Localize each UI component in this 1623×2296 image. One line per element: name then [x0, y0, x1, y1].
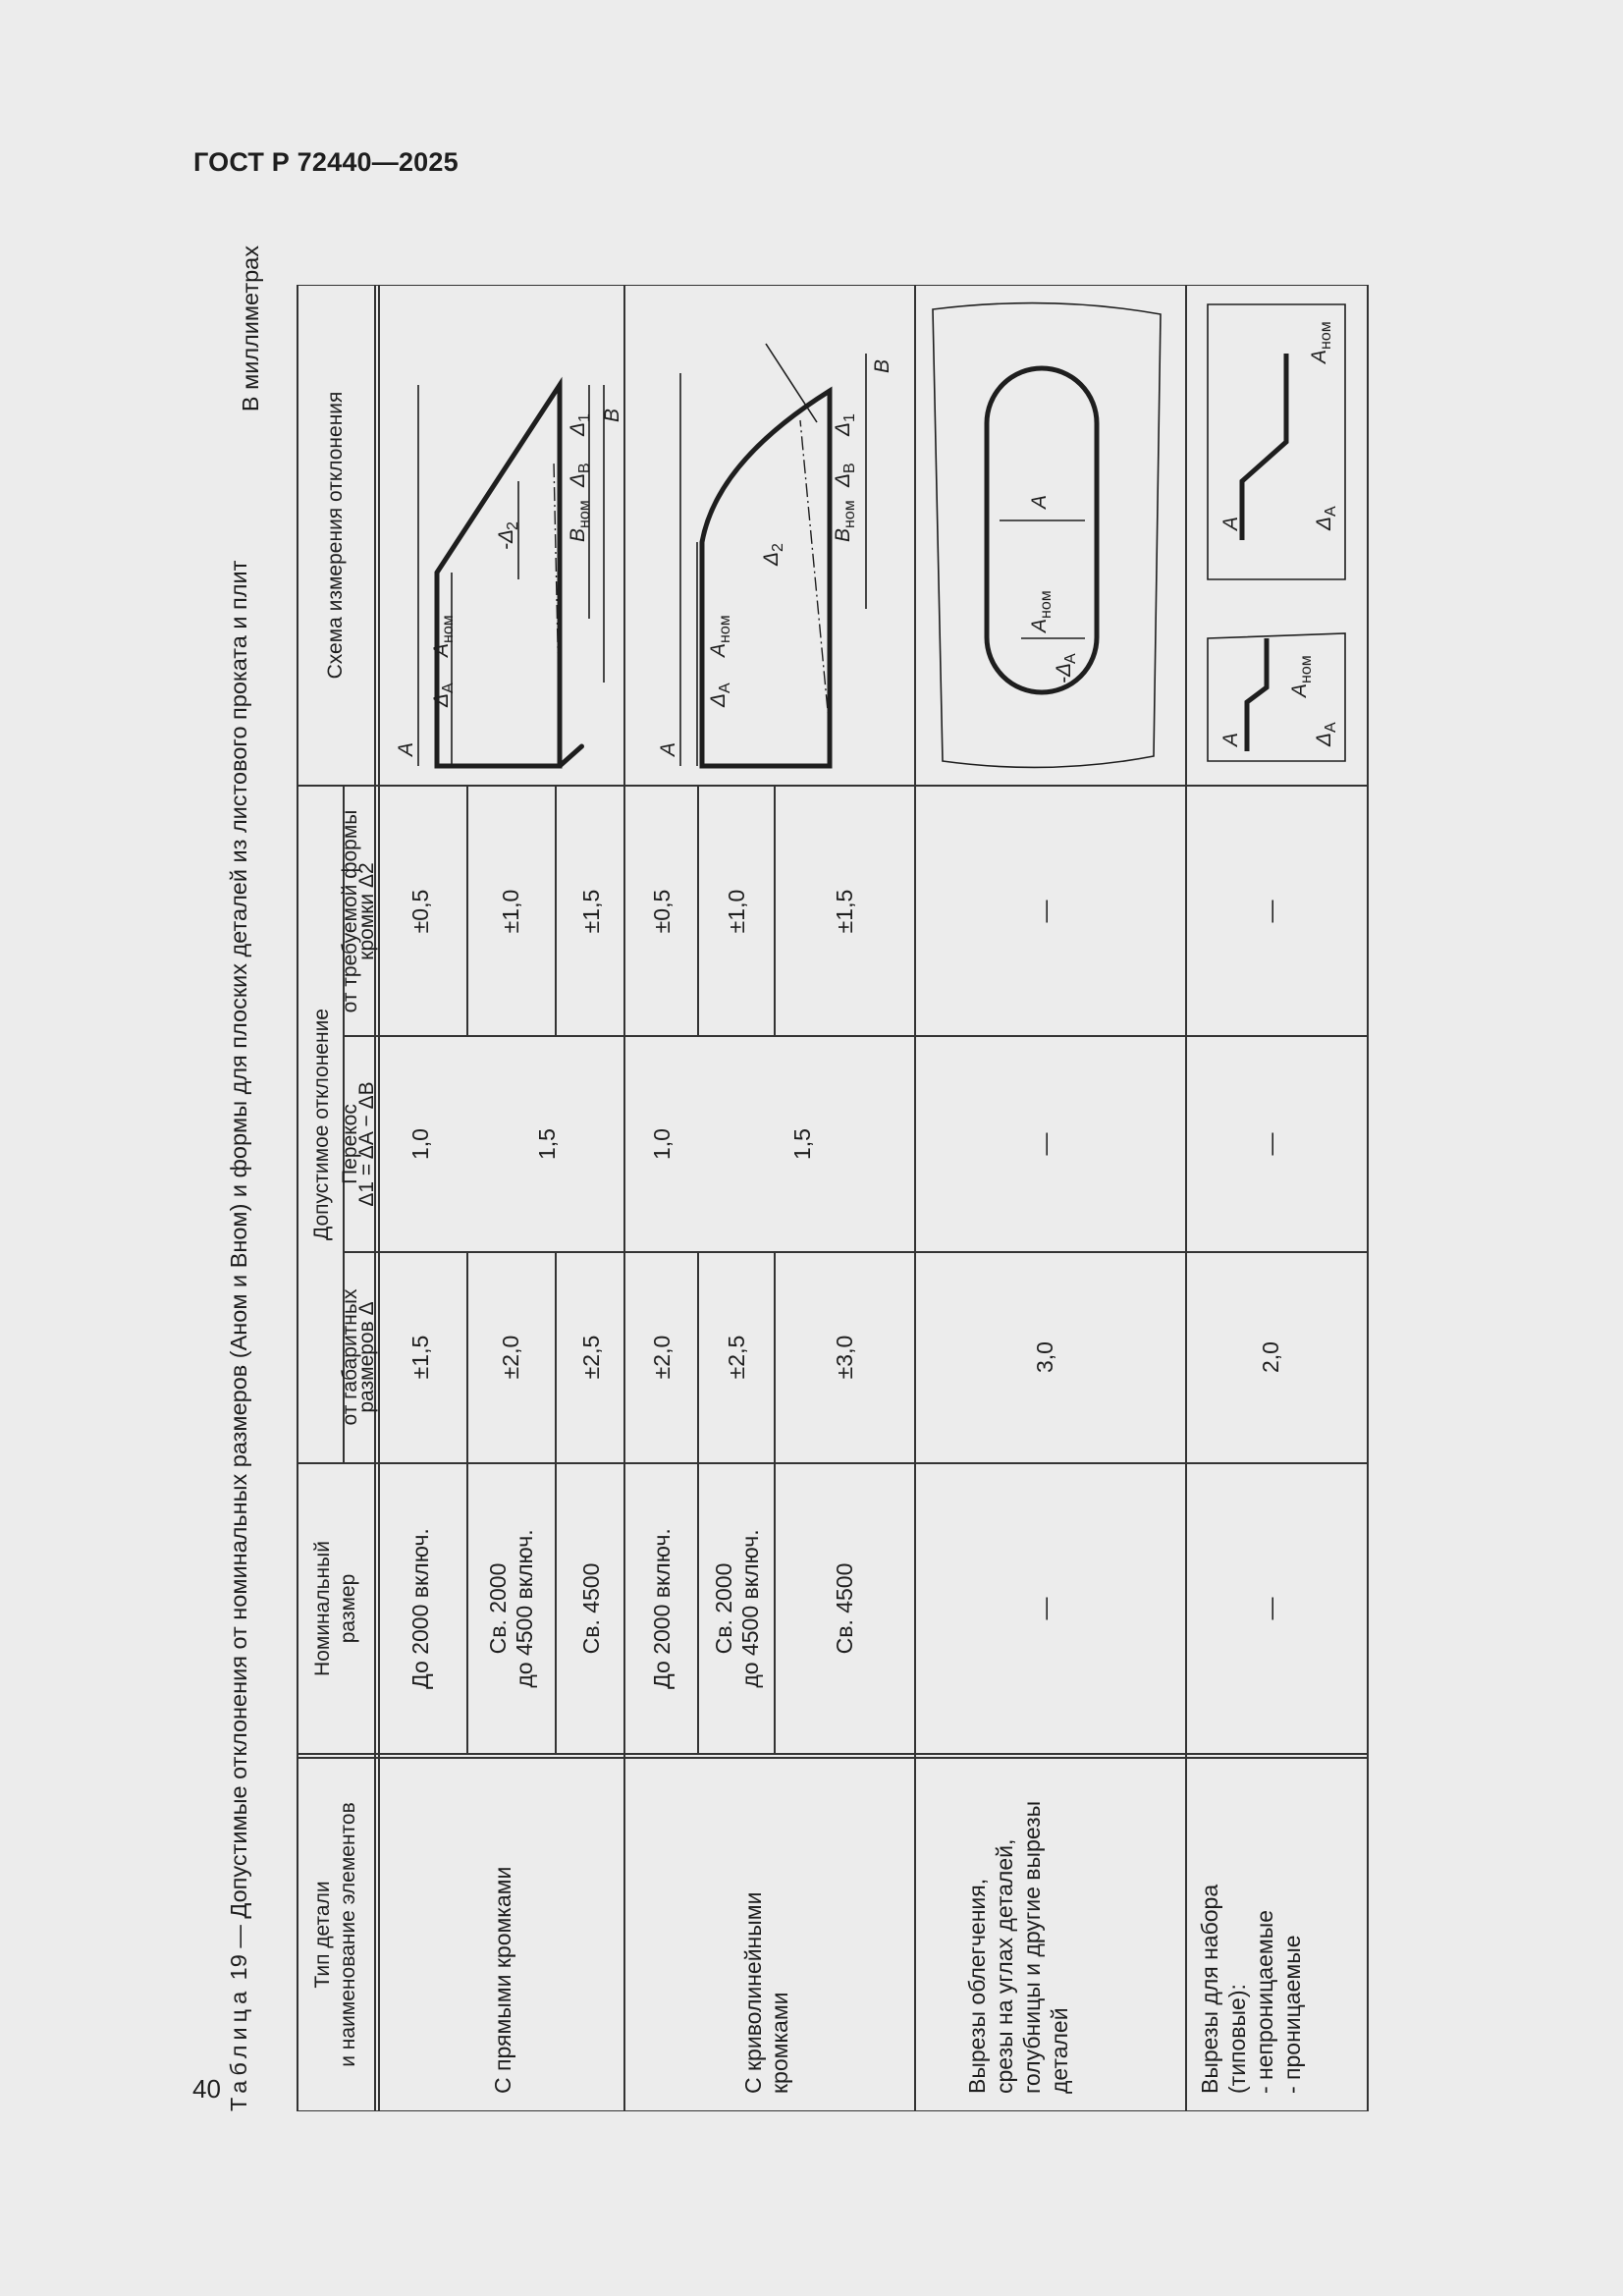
label-b: B	[871, 358, 893, 373]
label-delta-a-right-sub: A	[1323, 506, 1339, 517]
type-cell: голубницы и другие вырезы	[1019, 1800, 1045, 2094]
label-b-nom-sub: ном	[576, 500, 593, 528]
skew-cell: —	[1258, 1132, 1283, 1156]
label-a: A	[1028, 494, 1051, 509]
table-caption-prefix: Таблица	[226, 1986, 251, 2111]
header-skew-line1: Перекос	[339, 1104, 361, 1184]
label-minus-delta-a: -Δ	[1053, 662, 1075, 683]
header-skew-line2: Δ1 = ΔA − ΔB	[355, 1081, 378, 1207]
header-nominal-line1: Номинальный	[311, 1541, 334, 1676]
label-delta-a: Δ	[707, 692, 730, 707]
group-curved-edges	[649, 890, 857, 2094]
label-b: B	[601, 408, 623, 422]
label-delta-1: Δ	[567, 421, 589, 436]
label-delta-b-sub: B	[841, 463, 858, 473]
nominal-cell: до 4500 включ.	[512, 1529, 537, 1688]
label-delta-1: Δ	[832, 421, 854, 436]
type-cell: (типовые):	[1224, 1984, 1250, 2094]
label-minus-delta-2-sub: 2	[505, 521, 521, 530]
group-framing-cutouts	[1197, 901, 1305, 2095]
edge-cell: —	[1258, 900, 1283, 923]
rotated-table-block	[226, 236, 1404, 2111]
label-delta-a-left-sub: A	[1323, 722, 1339, 733]
edge-cell: ±1,0	[498, 889, 523, 934]
label-b-nom-sub: ном	[841, 500, 858, 528]
label-a-nom-sub: ном	[717, 615, 733, 643]
label-b-nom: B	[832, 527, 854, 542]
centerline	[800, 420, 830, 732]
label-a-nom-sub: ном	[1038, 590, 1055, 619]
label-a: A	[395, 741, 417, 756]
skew-cell: 1,5	[789, 1128, 815, 1160]
plate-outline	[702, 391, 830, 766]
cutout-right	[1242, 354, 1286, 540]
header-edge-line1: от требуемой формы	[339, 809, 361, 1013]
header-scheme: Схема измерения отклонения	[324, 391, 347, 680]
label-delta-a: Δ	[430, 692, 453, 707]
label-delta-b: Δ	[567, 472, 589, 487]
type-cell: кромками	[767, 1992, 792, 2094]
edge-cell: ±1,5	[578, 889, 604, 934]
nominal-cell: Св. 4500	[832, 1562, 857, 1655]
skew-cell: 1,5	[534, 1128, 560, 1160]
type-cell: С прямыми кромками	[490, 1866, 515, 2094]
edge-cell: ±1,5	[832, 889, 857, 934]
plate-outline	[437, 385, 560, 766]
header-edge-line2: кромки Δ2	[355, 862, 378, 960]
type-cell: деталей	[1047, 2007, 1072, 2094]
nominal-cell: —	[1258, 1597, 1283, 1620]
header-type-line1: Тип детали	[311, 1881, 334, 1989]
edge-cell: —	[1032, 900, 1057, 923]
label-a-nom-right-sub: ном	[1318, 321, 1334, 350]
label-delta-1-sub: 1	[841, 413, 858, 422]
nominal-cell: Св. 4500	[578, 1562, 604, 1655]
type-cell: Вырезы для набора	[1197, 1884, 1222, 2094]
cutout-left	[1247, 638, 1267, 751]
label-delta-2-sub: 2	[770, 543, 786, 552]
scheme-straight-edges	[395, 385, 623, 766]
edge-cell: ±0,5	[407, 889, 433, 934]
nominal-cell: Св. 2000	[485, 1562, 511, 1655]
edge-cell: ±0,5	[649, 889, 675, 934]
type-cell: - проницаемые	[1279, 1935, 1305, 2094]
skew-cell: 1,0	[649, 1128, 675, 1160]
skew-cell: 1,0	[407, 1128, 433, 1160]
overall-cell: ±2,0	[498, 1335, 523, 1380]
nominal-cell: До 2000 включ.	[407, 1528, 433, 1689]
overall-cell: ±1,5	[407, 1335, 433, 1380]
nominal-cell: До 2000 включ.	[649, 1528, 675, 1689]
page-number: 40	[192, 2074, 221, 2104]
doc-header: ГОСТ Р 72440—2025	[193, 147, 459, 177]
scheme-lightening-hole	[933, 303, 1161, 768]
plate-outline	[933, 303, 1161, 768]
label-a-nom: A	[707, 642, 730, 657]
header-type-line2: и наименование элементов	[337, 1802, 359, 2067]
overall-cell: ±2,0	[649, 1335, 675, 1380]
label-a-nom: A	[430, 642, 453, 657]
label-delta-a-left: Δ	[1313, 732, 1335, 746]
label-delta-2: Δ	[760, 551, 783, 566]
deviation-table	[265, 285, 1384, 2111]
type-cell: Вырезы облегчения,	[964, 1878, 990, 2094]
table-units: В миллиметрах	[238, 246, 263, 412]
label-delta-a-sub: A	[440, 683, 457, 693]
label-a-right: A	[1219, 516, 1242, 530]
overall-cell: ±2,5	[578, 1335, 604, 1380]
label-a-nom-left: A	[1288, 683, 1311, 697]
skew-cell: —	[1032, 1132, 1057, 1156]
nominal-cell: Св. 2000	[711, 1562, 736, 1655]
scheme-framing-cutouts	[1208, 304, 1345, 761]
label-a-nom-right: A	[1308, 349, 1330, 363]
cutout-outline	[987, 368, 1097, 692]
overall-cell: 2,0	[1258, 1341, 1283, 1373]
label-a: A	[657, 741, 679, 756]
group-lightening-cutouts	[964, 901, 1072, 2095]
scheme-curved-edges	[657, 344, 893, 766]
type-cell: С криволинейными	[740, 1891, 766, 2094]
label-b-nom: B	[567, 527, 589, 542]
type-cell: срезы на углах деталей,	[992, 1838, 1017, 2094]
header-nominal-line2: размер	[337, 1573, 359, 1644]
label-a-nom: A	[1028, 618, 1051, 632]
label-delta-b: Δ	[832, 472, 854, 487]
label-delta-a-right: Δ	[1313, 516, 1335, 530]
type-cell: - непроницаемые	[1252, 1909, 1277, 2094]
group-straight-edges	[407, 890, 604, 2094]
label-a-nom-sub: ном	[440, 615, 457, 643]
header-deviation-group: Допустимое отклонение	[310, 1009, 333, 1240]
label-a-left: A	[1219, 732, 1242, 746]
header-overall-line1: от габаритных	[339, 1288, 361, 1426]
label-minus-delta-2: -Δ	[495, 528, 517, 550]
leader-line	[766, 344, 817, 422]
overall-cell: ±2,5	[724, 1335, 749, 1380]
label-delta-1-sub: 1	[576, 413, 593, 422]
label-delta-a-sub: A	[717, 683, 733, 693]
overall-cell: 3,0	[1032, 1341, 1057, 1373]
nominal-cell: до 4500 включ.	[737, 1529, 763, 1688]
label-a-nom-left-sub: ном	[1298, 655, 1315, 683]
overall-cell: ±3,0	[832, 1335, 857, 1380]
table-caption	[226, 246, 252, 2111]
label-minus-delta-a-sub: A	[1062, 653, 1079, 664]
nominal-cell: —	[1032, 1597, 1057, 1620]
label-delta-b-sub: B	[576, 463, 593, 473]
edge-cell: ±1,0	[724, 889, 749, 934]
table-caption-text: 19 — Допустимые отклонения от номинальных размеров (Aном и Bном) и формы для плоских деталей из листового проката и плит	[226, 560, 251, 1981]
header-overall-line2: размеров Δ	[355, 1301, 378, 1413]
